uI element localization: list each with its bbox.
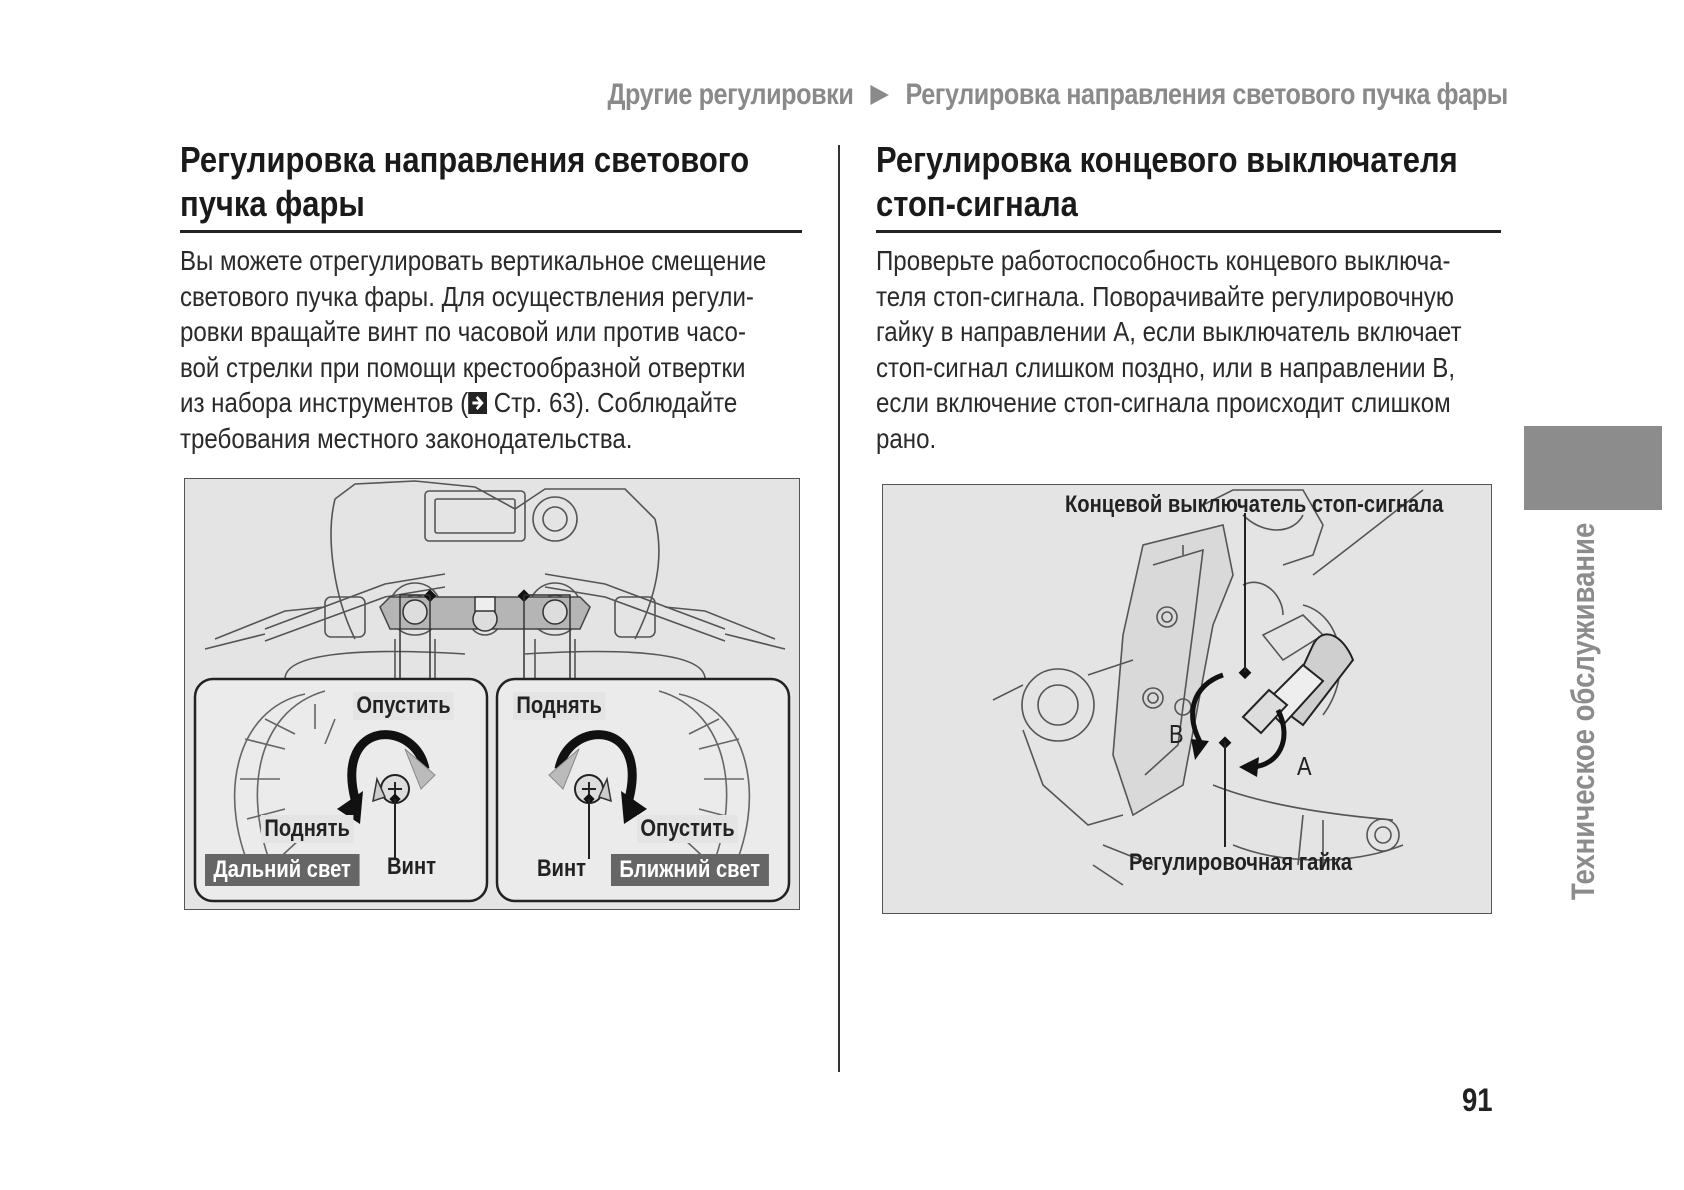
- chapter-tab[interactable]: [1524, 426, 1662, 510]
- breadcrumb-parent[interactable]: Другие регулировки: [607, 78, 854, 111]
- direction-b-label: B: [1169, 719, 1184, 749]
- direction-a-label: A: [1297, 751, 1312, 781]
- screw-label-left: Винт: [387, 853, 437, 880]
- section-body: Проверьте работоспособность концевого выключа- теля стоп-сигнала. Поворачивайте регулировочную гайку в направлении А, если выключатель включает стоп-сигнал слишком поздно, или в направлении В, если включение стоп-сигнала происходит слишком рано.: [876, 245, 1462, 454]
- page-reference-icon[interactable]: [468, 392, 487, 414]
- brake-switch-section: [876, 138, 1501, 456]
- title-rule: [876, 230, 1501, 233]
- raise-label-right: Поднять: [513, 692, 605, 720]
- lower-label-right: Опустить: [637, 815, 738, 843]
- triangle-arrow-icon: [869, 82, 891, 108]
- title-rule: [180, 230, 802, 233]
- brake-switch-label: Концевой выключатель стоп-сигнала: [1065, 491, 1444, 518]
- headlight-section: [180, 138, 802, 456]
- motorcycle-front-illustration: [185, 479, 799, 909]
- section-title: Регулировка направления светового пучка фары: [180, 139, 750, 224]
- raise-label-left: Поднять: [261, 815, 353, 843]
- brake-switch-figure: [882, 484, 1492, 914]
- section-title: Регулировка концевого выключателя стоп-сигнала: [876, 139, 1458, 224]
- breadcrumb-current: Регулировка направления светового пучка фары: [905, 78, 1508, 111]
- high-beam-label: Дальний свет: [205, 854, 359, 886]
- chapter-tab-label: Техническое обслуживание: [1565, 522, 1601, 900]
- low-beam-label: Ближний свет: [611, 854, 769, 886]
- section-body: Вы можете отрегулировать вертикальное смещение светового пучка фары. Для осуществления регули- ровки вращайте винт по часовой или против часо- вой стрелки при помощи крестообразной отвертки из набора инструментов ( Стр. 63). Соблюдайте требования местного законодательства.: [180, 245, 767, 454]
- headlight-adjust-figure: [184, 478, 800, 910]
- lower-label-left: Опустить: [353, 692, 454, 720]
- screw-label-right: Винт: [537, 855, 587, 882]
- column-divider: [838, 145, 840, 1072]
- page-number: 91: [1462, 1082, 1493, 1118]
- breadcrumb: [608, 78, 1508, 112]
- adjusting-nut-label: Регулировочная гайка: [1129, 849, 1353, 876]
